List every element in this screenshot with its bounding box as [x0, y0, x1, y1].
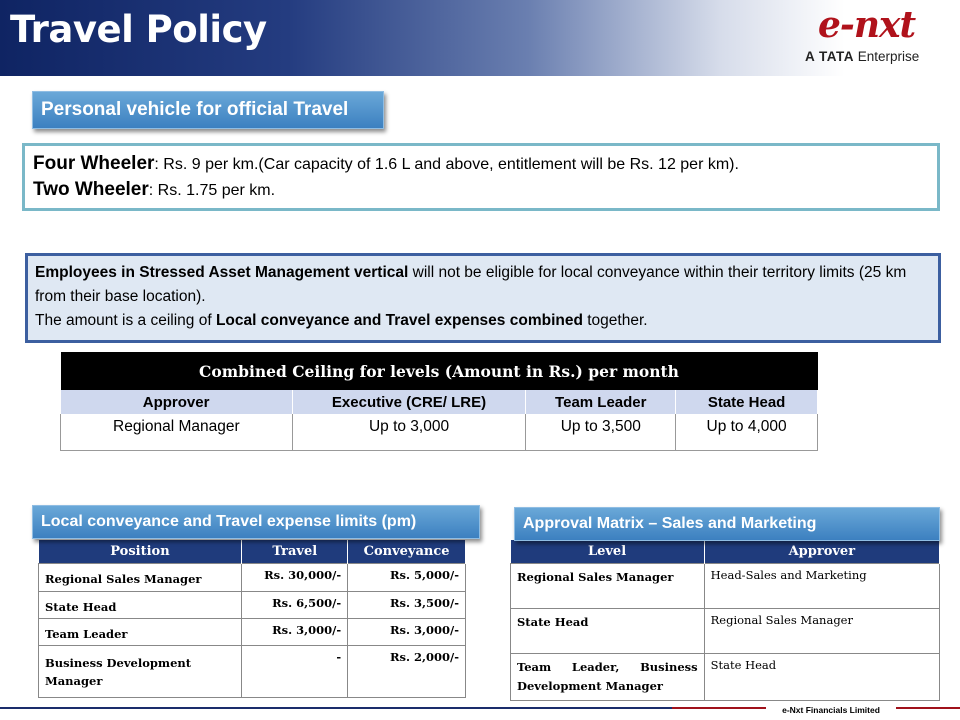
- logo-tagline-prefix: A: [805, 49, 816, 64]
- matrix-section-heading: Approval Matrix – Sales and Marketing: [514, 507, 940, 541]
- table-row: [511, 608, 940, 653]
- two-wheeler-text: : Rs. 1.75 per km.: [148, 182, 276, 199]
- table-cell: Team Leader: [39, 618, 242, 645]
- ceiling-col-header: Team Leader: [526, 390, 676, 414]
- table-cell: Up to 3,000: [292, 414, 526, 450]
- table-cell: State Head: [511, 608, 705, 653]
- table-cell: Rs. 2,000/-: [348, 645, 466, 697]
- table-cell: Rs. 30,000/-: [242, 563, 348, 591]
- four-wheeler-rate: [33, 151, 929, 177]
- expense-limits-table: [38, 540, 466, 698]
- table-cell: Team Leader, Business Development Manager: [511, 653, 705, 700]
- table-cell: Rs. 3,000/-: [242, 618, 348, 645]
- company-logo: [800, 4, 950, 72]
- table-cell: Up to 4,000: [676, 414, 818, 450]
- logo-tagline-suffix: Enterprise: [857, 49, 920, 64]
- limits-col-header: Travel: [242, 540, 348, 563]
- table-cell: Regional Sales Manager: [704, 608, 939, 653]
- note-line-1-bold: Employees in Stressed Asset Management vertical: [35, 264, 409, 281]
- table-row: [61, 414, 818, 450]
- table-cell: Regional Sales Manager: [39, 563, 242, 591]
- ceiling-table-caption: Combined Ceiling for levels (Amount in Rs.) per month: [61, 352, 818, 390]
- combined-ceiling-table: [60, 352, 818, 451]
- page-title: Travel Policy: [10, 8, 267, 51]
- table-cell: Regional Manager: [61, 414, 293, 450]
- note-line-1: [35, 261, 931, 309]
- table-cell: State Head: [39, 591, 242, 618]
- table-row: [39, 591, 466, 618]
- table-row: [511, 563, 940, 608]
- table-cell: Business Development Manager: [39, 645, 242, 697]
- header-banner: [0, 0, 960, 76]
- table-cell: Rs. 5,000/-: [348, 563, 466, 591]
- table-cell: State Head: [704, 653, 939, 700]
- limits-col-header: Conveyance: [348, 540, 466, 563]
- vehicle-rates-box: [22, 143, 940, 211]
- four-wheeler-label: Four Wheeler: [33, 153, 155, 174]
- footer-company: e-Nxt Financials Limited: [766, 703, 896, 717]
- note-line-2-bold: Local conveyance and Travel expenses combined: [215, 312, 583, 329]
- eligibility-note: [25, 253, 941, 343]
- matrix-col-header: Approver: [704, 540, 939, 563]
- table-row: [511, 653, 940, 700]
- note-line-2: [35, 309, 931, 333]
- table-row: [39, 618, 466, 645]
- note-line-1-rest: will not be eligible for local conveyance within their territory limits (25 km from their base location).: [35, 264, 907, 305]
- table-cell: Up to 3,500: [526, 414, 676, 450]
- logo-tagline: [805, 49, 919, 64]
- vehicle-section-heading: Personal vehicle for official Travel: [32, 91, 384, 129]
- table-cell: Rs. 3,000/-: [348, 618, 466, 645]
- two-wheeler-label: Two Wheeler: [33, 179, 149, 200]
- table-cell: -: [242, 645, 348, 697]
- four-wheeler-text: : Rs. 9 per km.(Car capacity of 1.6 L and above, entitlement will be Rs. 12 per km).: [154, 156, 739, 173]
- table-cell: Head-Sales and Marketing: [704, 563, 939, 608]
- two-wheeler-rate: [33, 177, 929, 203]
- ceiling-col-header: State Head: [676, 390, 818, 414]
- matrix-col-header: Level: [511, 540, 705, 563]
- logo-mark: e-nxt: [818, 4, 916, 46]
- table-cell: Rs. 6,500/-: [242, 591, 348, 618]
- table-row: [39, 645, 466, 697]
- ceiling-col-header: Executive (CRE/ LRE): [292, 390, 526, 414]
- note-line-2-suffix: together.: [582, 312, 648, 329]
- note-line-2-prefix: The amount is a ceiling of: [35, 312, 216, 329]
- table-row: [39, 563, 466, 591]
- limits-section-heading: Local conveyance and Travel expense limits (pm): [32, 505, 480, 539]
- approval-matrix-table: [510, 540, 940, 701]
- limits-col-header: Position: [39, 540, 242, 563]
- ceiling-col-header: Approver: [61, 390, 293, 414]
- logo-tagline-brand: TATA: [819, 49, 855, 64]
- table-cell: Regional Sales Manager: [511, 563, 705, 608]
- table-cell: Rs. 3,500/-: [348, 591, 466, 618]
